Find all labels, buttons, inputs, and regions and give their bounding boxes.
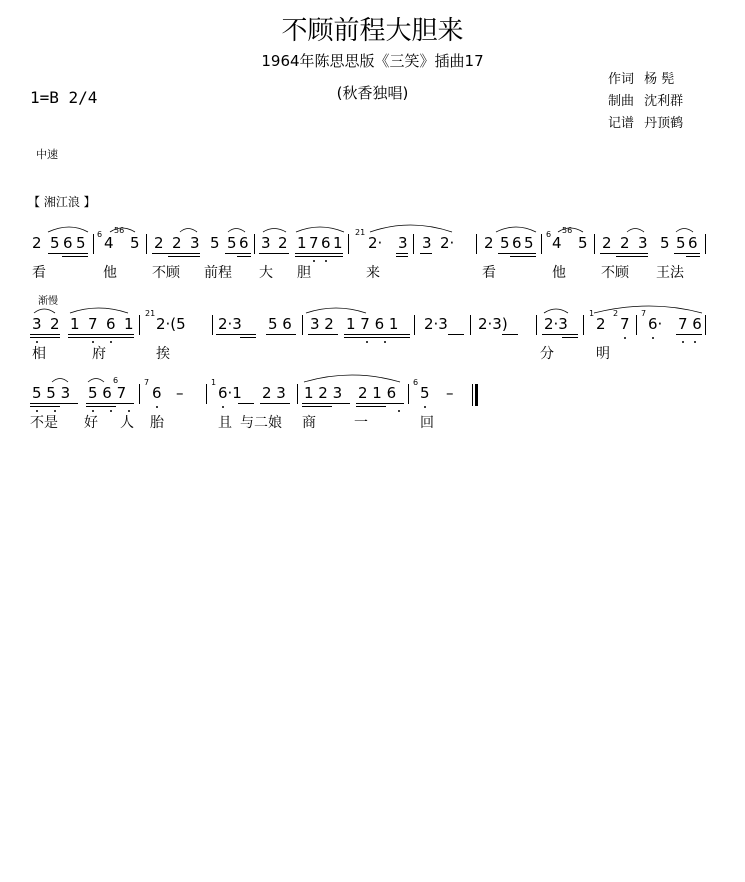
note: 6 bbox=[63, 234, 73, 252]
note: 2·(5 bbox=[156, 315, 186, 333]
note: 7 bbox=[309, 234, 319, 252]
score-line-3 bbox=[0, 376, 745, 436]
note: 3 bbox=[32, 315, 42, 333]
note: 2·3 bbox=[424, 315, 448, 333]
underline bbox=[448, 334, 464, 335]
note: 5 bbox=[676, 234, 686, 252]
low-octave-dot bbox=[384, 341, 386, 343]
underline bbox=[30, 337, 60, 338]
underline bbox=[356, 403, 404, 404]
note: 5 bbox=[420, 384, 430, 402]
lyric: 与二娘 bbox=[240, 415, 282, 431]
note: 5 bbox=[76, 234, 86, 252]
low-octave-dot bbox=[110, 341, 112, 343]
credit-lyricist bbox=[608, 68, 674, 87]
underline bbox=[240, 337, 256, 338]
low-octave-dot bbox=[398, 410, 400, 412]
final-bar-thin bbox=[472, 384, 473, 406]
note: 5 bbox=[50, 234, 60, 252]
tempo-remark: 渐慢 bbox=[38, 296, 58, 307]
note: 1 2 3 bbox=[304, 384, 343, 402]
note: 2 1 6 bbox=[358, 384, 397, 402]
underline bbox=[68, 334, 134, 335]
bar-line bbox=[414, 315, 415, 335]
note: 3 bbox=[261, 234, 271, 252]
lyric: 回 bbox=[420, 415, 434, 431]
tune-name: 【 湘江浪 】 bbox=[28, 195, 96, 209]
lyric: 王法 bbox=[656, 265, 684, 281]
note: 7 bbox=[88, 315, 98, 333]
note: 2 bbox=[154, 234, 164, 252]
song-subtitle: 1964年陈思思版《三笑》插曲17 bbox=[261, 52, 484, 70]
underline bbox=[302, 403, 350, 404]
bar-line bbox=[212, 315, 213, 335]
low-octave-dot bbox=[325, 260, 327, 262]
underline bbox=[674, 253, 700, 254]
note: 6 bbox=[321, 234, 331, 252]
lyric: 来 bbox=[366, 265, 380, 281]
underline bbox=[86, 403, 134, 404]
note: 5 bbox=[524, 234, 534, 252]
credit-role: 制曲 bbox=[608, 94, 635, 109]
note: – bbox=[446, 384, 454, 402]
underline bbox=[237, 256, 251, 257]
underline bbox=[30, 403, 78, 404]
low-octave-dot bbox=[313, 260, 315, 262]
low-octave-dot bbox=[652, 337, 654, 339]
note: 3 bbox=[190, 234, 200, 252]
underline bbox=[498, 253, 536, 254]
underline bbox=[48, 253, 88, 254]
note: 1 bbox=[70, 315, 80, 333]
lyric: 不是 bbox=[30, 415, 58, 431]
lyric: 府 bbox=[92, 346, 106, 362]
note: 2· bbox=[440, 234, 455, 252]
lyric: 明 bbox=[596, 346, 610, 362]
grace-note: 56 bbox=[562, 226, 573, 235]
lyric: 不顾 bbox=[152, 265, 180, 281]
note: 1 bbox=[297, 234, 307, 252]
bar-line bbox=[297, 384, 298, 404]
song-title: 不顾前程大胆来 bbox=[281, 16, 464, 46]
underline bbox=[30, 406, 60, 407]
underline bbox=[396, 256, 408, 257]
note: 6·1 bbox=[218, 384, 242, 402]
final-bar-thick bbox=[475, 384, 478, 406]
tempo-mark: 中速 bbox=[36, 148, 58, 161]
grace-note: 2 bbox=[613, 309, 619, 318]
lyric: 他 bbox=[103, 265, 117, 281]
bar-line bbox=[139, 384, 140, 404]
lyric: 看 bbox=[482, 265, 496, 281]
underline bbox=[62, 256, 88, 257]
bar-line bbox=[636, 315, 637, 335]
lyric: 大 bbox=[259, 265, 273, 281]
note: 5 bbox=[210, 234, 220, 252]
grace-note: 6 bbox=[413, 378, 419, 387]
note: – bbox=[176, 384, 184, 402]
note: 1 bbox=[333, 234, 343, 252]
note: 2 bbox=[278, 234, 288, 252]
underline bbox=[600, 253, 648, 254]
underline bbox=[216, 334, 256, 335]
grace-note: 1 bbox=[211, 378, 217, 387]
underline bbox=[686, 256, 700, 257]
note: 3 bbox=[398, 234, 408, 252]
note: 2·3) bbox=[478, 315, 508, 333]
underline bbox=[238, 403, 254, 404]
note: 7 bbox=[620, 315, 630, 333]
score-line-1 bbox=[0, 226, 745, 286]
score-line-2 bbox=[0, 307, 745, 367]
low-octave-dot bbox=[694, 341, 696, 343]
note: 6 bbox=[688, 234, 698, 252]
note: 6 bbox=[152, 384, 162, 402]
grace-note: 56 bbox=[114, 226, 125, 235]
grace-note: 21 bbox=[145, 309, 156, 318]
underline bbox=[562, 337, 578, 338]
note: 6 bbox=[106, 315, 116, 333]
lyric: 相 bbox=[32, 346, 46, 362]
bar-line bbox=[413, 234, 414, 254]
low-octave-dot bbox=[424, 406, 426, 408]
underline bbox=[295, 256, 343, 257]
credit-role: 作词 bbox=[608, 72, 635, 87]
bar-line bbox=[206, 384, 207, 404]
bar-line bbox=[583, 315, 584, 335]
underline bbox=[259, 253, 289, 254]
underline bbox=[152, 253, 200, 254]
underline bbox=[86, 406, 116, 407]
credit-name: 杨 髡 bbox=[644, 72, 675, 87]
grace-note: 21 bbox=[355, 228, 366, 237]
underline bbox=[30, 334, 60, 335]
lyric: 不顾 bbox=[601, 265, 629, 281]
underline bbox=[308, 334, 338, 335]
underline bbox=[295, 253, 343, 254]
lyric: 商 bbox=[302, 415, 316, 431]
note: 5 5 3 bbox=[32, 384, 71, 402]
grace-note: 7 bbox=[144, 378, 150, 387]
underline bbox=[260, 403, 290, 404]
underline bbox=[356, 406, 386, 407]
bar-line bbox=[93, 234, 94, 254]
low-octave-dot bbox=[682, 341, 684, 343]
credit-name: 沈利群 bbox=[644, 94, 684, 109]
underline bbox=[168, 256, 200, 257]
key-signature: 1=B 2/4 bbox=[30, 88, 98, 107]
lyric: 胆 bbox=[297, 265, 311, 281]
bar-line bbox=[594, 234, 595, 254]
underline bbox=[510, 256, 536, 257]
underline bbox=[266, 334, 296, 335]
bar-line bbox=[254, 234, 255, 254]
note: 1 7 6 1 bbox=[346, 315, 399, 333]
grace-note: 1 bbox=[589, 309, 595, 318]
credit-composer bbox=[608, 90, 683, 109]
note: 2· bbox=[368, 234, 383, 252]
underline bbox=[616, 256, 648, 257]
note: 6 bbox=[239, 234, 249, 252]
lyric: 一 bbox=[354, 415, 368, 431]
note: 6· bbox=[648, 315, 663, 333]
lyric: 他 bbox=[552, 265, 566, 281]
note: 5 bbox=[500, 234, 510, 252]
grace-note: 7 bbox=[641, 309, 647, 318]
lyric: 人 bbox=[120, 415, 134, 431]
bar-line bbox=[476, 234, 477, 254]
note: 2·3 bbox=[544, 315, 568, 333]
credit-role: 记谱 bbox=[608, 116, 635, 131]
note: 5 bbox=[578, 234, 588, 252]
credit-name: 丹顶鹤 bbox=[644, 116, 684, 131]
lyric: 看 bbox=[32, 265, 46, 281]
note: 2 bbox=[172, 234, 182, 252]
bar-line bbox=[470, 315, 471, 335]
bar-line bbox=[705, 315, 706, 335]
bar-line bbox=[536, 315, 537, 335]
note: 2 bbox=[50, 315, 60, 333]
bar-line bbox=[302, 315, 303, 335]
note: 3 2 bbox=[310, 315, 334, 333]
note: 4 bbox=[104, 234, 114, 252]
note: 3 bbox=[638, 234, 648, 252]
underline bbox=[502, 334, 518, 335]
bar-line bbox=[705, 234, 706, 254]
low-octave-dot bbox=[366, 341, 368, 343]
note: 4 bbox=[552, 234, 562, 252]
note: 5 bbox=[660, 234, 670, 252]
lyric: 分 bbox=[540, 346, 554, 362]
note: 5 6 7 bbox=[88, 384, 127, 402]
grace-note: 6 bbox=[97, 230, 103, 239]
underline bbox=[302, 406, 332, 407]
bar-line bbox=[348, 234, 349, 254]
note: 2 bbox=[620, 234, 630, 252]
lyric: 前程 bbox=[204, 265, 232, 281]
low-octave-dot bbox=[624, 337, 626, 339]
note: 2 bbox=[484, 234, 494, 252]
note: 7 6 bbox=[678, 315, 702, 333]
bar-line bbox=[408, 384, 409, 404]
bar-line bbox=[139, 315, 140, 335]
lyric: 挨 bbox=[156, 346, 170, 362]
low-octave-dot bbox=[222, 406, 224, 408]
underline bbox=[344, 334, 410, 335]
singer-note: (秋香独唱) bbox=[336, 84, 409, 102]
lyric: 胎 bbox=[150, 415, 164, 431]
underline bbox=[344, 337, 410, 338]
note: 3 bbox=[422, 234, 432, 252]
grace-note: 6 bbox=[546, 230, 552, 239]
note: 5 bbox=[227, 234, 237, 252]
note: 5 bbox=[130, 234, 140, 252]
low-octave-dot bbox=[156, 406, 158, 408]
bar-line bbox=[541, 234, 542, 254]
bar-line bbox=[146, 234, 147, 254]
underline bbox=[676, 334, 702, 335]
low-octave-dot bbox=[110, 410, 112, 412]
grace-note: 6 bbox=[113, 376, 119, 385]
lyric: 好 bbox=[84, 415, 98, 431]
underline bbox=[68, 337, 134, 338]
credit-transcriber bbox=[608, 112, 683, 131]
note: 5 6 bbox=[268, 315, 292, 333]
underline bbox=[396, 253, 408, 254]
note: 2 bbox=[602, 234, 612, 252]
note: 2 bbox=[32, 234, 42, 252]
note: 6 bbox=[512, 234, 522, 252]
underline bbox=[420, 253, 432, 254]
underline bbox=[542, 334, 578, 335]
note: 2·3 bbox=[218, 315, 242, 333]
note: 2 bbox=[596, 315, 606, 333]
lyric: 且 bbox=[218, 415, 232, 431]
note: 2 3 bbox=[262, 384, 286, 402]
underline bbox=[225, 253, 251, 254]
note: 1 bbox=[124, 315, 134, 333]
